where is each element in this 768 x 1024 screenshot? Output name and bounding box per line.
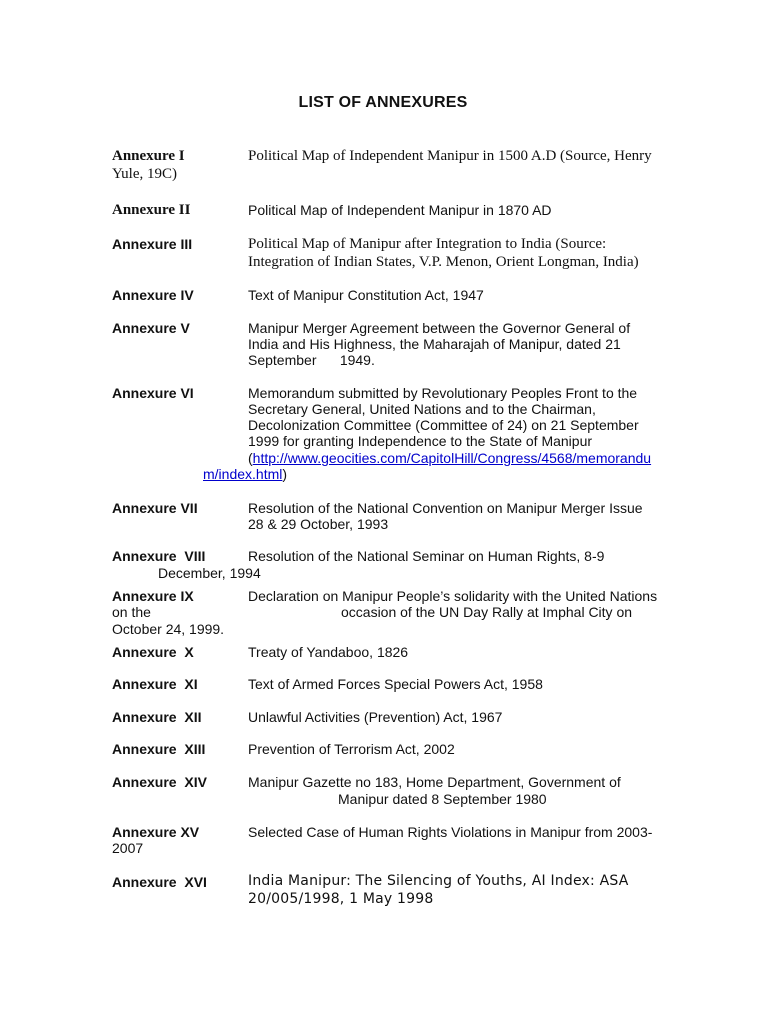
annexure-label: Annexure XVI: [112, 874, 207, 890]
annexure-description-line: Prevention of Terrorism Act, 2002: [248, 741, 455, 757]
annexure-description-line: 1999 for granting Independence to the State of Manipur: [248, 433, 593, 449]
annexure-label: Annexure XIII: [112, 741, 206, 757]
annexure-label: Annexure IV: [112, 287, 194, 303]
annexure-label: Annexure XIV: [112, 774, 207, 790]
annexure-description-line: Political Map of Manipur after Integration to India (Source:: [248, 236, 607, 252]
page-title: LIST OF ANNEXURES: [298, 94, 468, 111]
annexure-description-line: Memorandum submitted by Revolutionary Peoples Front to the: [248, 385, 638, 401]
annexure-description-line: Resolution of the National Convention on Manipur Merger Issue: [248, 500, 643, 516]
annexure-description-line: Text of Manipur Constitution Act, 1947: [248, 287, 484, 303]
annexure-label: Annexure II: [112, 202, 191, 218]
annexure-description-continuation: Yule, 19C): [112, 166, 177, 182]
annexure-label: Annexure VI: [112, 385, 194, 401]
memorandum-link-continuation[interactable]: m/index.html: [203, 466, 283, 482]
annexure-description-line: India and His Highness, the Maharajah of Manipur, dated 21: [248, 336, 621, 352]
annexure-description-line: Text of Armed Forces Special Powers Act, 1958: [248, 676, 543, 692]
annexure-description-continuation: on the: [112, 604, 151, 620]
annexure-description-line: Integration of Indian States, V.P. Menon, Orient Longman, India): [248, 254, 639, 270]
annexure-description-continuation: 2007: [112, 840, 144, 856]
annexure-description-line: Selected Case of Human Rights Violations in Manipur from 2003-: [248, 824, 653, 840]
annexure-description-line: Resolution of the National Seminar on Human Rights, 8-9: [248, 548, 605, 564]
annexure-description-line: Treaty of Yandaboo, 1826: [248, 644, 409, 660]
annexure-description-line: Political Map of Independent Manipur in 1500 A.D (Source, Henry: [248, 148, 652, 164]
annexure-description-continuation: October 24, 1999.: [112, 621, 225, 637]
annexure-description-line: Decolonization Committee (Committee of 24) on 21 September: [248, 417, 639, 433]
annexure-description-continuation: occasion of the UN Day Rally at Imphal City on: [341, 604, 633, 620]
annexure-description-line: Manipur Merger Agreement between the Governor General of: [248, 320, 631, 336]
annexure-description-line: India Manipur: The Silencing of Youths, AI Index: ASA: [248, 873, 629, 889]
annexure-link-line: [248, 450, 651, 466]
annexure-label: Annexure III: [112, 236, 193, 252]
annexure-label: Annexure XI: [112, 676, 198, 692]
annexure-description-line: Secretary General, United Nations and to the Chairman,: [248, 401, 596, 417]
annexure-description-line: September 1949.: [248, 352, 375, 368]
memorandum-link[interactable]: http://www.geocities.com/CapitolHill/Congress/4568/memorandu: [252, 450, 652, 466]
annexure-description-continuation: Manipur dated 8 September 1980: [338, 791, 547, 807]
annexure-label: Annexure VII: [112, 500, 198, 516]
link-close-paren: ): [282, 466, 288, 482]
annexure-label: Annexure I: [112, 148, 185, 164]
annexure-description-line: 20/005/1998, 1 May 1998: [248, 891, 434, 907]
annexure-description-line: 28 & 29 October, 1993: [248, 516, 389, 532]
annexure-description-continuation: December, 1994: [158, 565, 261, 581]
annexure-description-line: Unlawful Activities (Prevention) Act, 1967: [248, 709, 503, 725]
annexure-label: Annexure XV: [112, 824, 200, 840]
link-open-paren: (: [248, 450, 253, 466]
annexure-description-line: Political Map of Independent Manipur in 1870 AD: [248, 202, 552, 218]
annexure-label: Annexure V: [112, 320, 190, 336]
annexure-description-line: Manipur Gazette no 183, Home Department, Government of: [248, 774, 621, 790]
annexure-label: Annexure VIII: [112, 548, 206, 564]
annexure-description-line: Declaration on Manipur People’s solidarity with the United Nations: [248, 588, 658, 604]
annexure-link-line: [203, 466, 287, 482]
annexure-label: Annexure X: [112, 644, 194, 660]
annexure-label: Annexure XII: [112, 709, 202, 725]
annexure-label: Annexure IX: [112, 588, 194, 604]
